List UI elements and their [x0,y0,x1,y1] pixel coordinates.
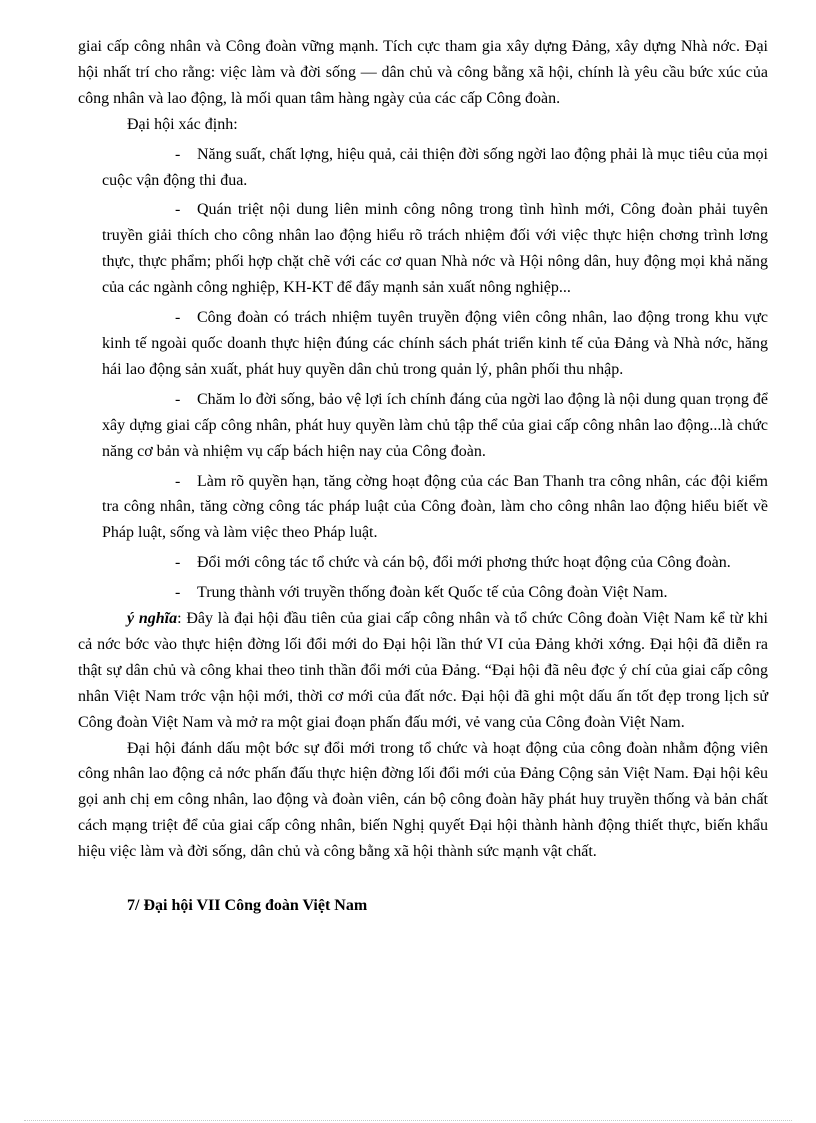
determination-list [78,142,768,606]
closing-paragraph: Đại hội đánh dấu một bớc sự đổi mới trong tổ chức và hoạt động của công đoàn nhằm động viên công nhân lao động cả nớc phấn đấu thực hiện đờng lối đổi mới của Đảng Cộng sản Việt Nam. Đại hội kêu gọi anh chị em công nhân, lao động và đoàn viên, cán bộ công đoàn hãy phát huy truyền thống và bản chất cách mạng triệt để của giai cấp công nhân, biến Nghị quyết Đại hội thành hành động thiết thực, biến khẩu hiệu việc làm và đời sống, dân chủ và công bằng xã hội thành sức mạnh vật chất. [78,739,768,861]
list-item [78,142,768,194]
list-item [78,387,768,465]
significance-paragraph [78,606,768,736]
list-item-text: Năng suất, chất lợng, hiệu quả, cải thiện đời sống ngời lao động phải là mục tiêu của mọi cuộc vận động thi đua. [102,145,768,189]
bullet-dash: - [175,584,181,602]
bullet-dash: - [175,472,181,490]
list-item [78,469,768,547]
significance-text: : Đây là đại hội đầu tiên của giai cấp công nhân và tổ chức Công đoàn Việt Nam kể từ khi cả nớc bớc vào thực hiện đờng lối đổi mới do Đại hội lần thứ VI của Đảng khởi xớng. Đại hội đã diễn ra thật sự dân chủ và công khai theo tinh thần đổi mới của Đảng. “Đại hội đã nêu đợc ý chí của giai cấp công nhân Việt Nam trớc vận hội mới, thời cơ mới của đất nớc. Đại hội đã ghi một dấu ấn tốt đẹp trong lịch sử Công đoàn Việt Nam và mở ra một giai đoạn phấn đấu mới, vẻ vang của Công đoàn Việt Nam. [78,610,769,731]
significance-label: ý nghĩa [127,610,178,628]
list-item [78,550,768,576]
list-item-text: Chăm lo đời sống, bảo vệ lợi ích chính đáng của ngời lao động là nội dung quan trọng để xây dựng giai cấp công nhân, phát huy quyền làm chủ tập thể của giai cấp công nhân lao động...là chức năng cơ bản và nhiệm vụ cấp bách hiện nay của Công đoàn. [102,390,768,460]
document-page [78,34,768,919]
list-item [78,305,768,383]
list-item-text: Làm rõ quyền hạn, tăng cờng hoạt động của các Ban Thanh tra công nhân, các đội kiểm tra công nhân, tăng cờng công tác pháp luật của Công đoàn, làm cho công nhân lao động hiểu biết về Pháp luật, sống và làm việc theo Pháp luật. [102,472,768,542]
list-item-text: Đổi mới công tác tổ chức và cán bộ, đổi mới phơng thức hoạt động của Công đoàn. [197,554,731,572]
list-item-text: Trung thành với truyền thống đoàn kết Quốc tế của Công đoàn Việt Nam. [197,584,668,602]
list-item-text: Quán triệt nội dung liên minh công nông trong tình hình mới, Công đoàn phải tuyên truyền giải thích cho công nhân lao động hiểu rõ trách nhiệm đối với việc thực hiện chơng trình lơng thực, thực phẩm; phối hợp chặt chẽ với các cơ quan Nhà nớc và Hội nông dân, huy động mọi khả năng của các ngành công nghiệp, KH-KT để đẩy mạnh sản xuất nông nghiệp... [102,201,768,297]
list-item-text: Công đoàn có trách nhiệm tuyên truyền động viên công nhân, lao động trong khu vực kinh tế ngoài quốc doanh thực hiện đúng các chính sách phát triển kinh tế của Đảng và Nhà nớc, hăng hái lao động sản xuất, phát huy quyền dân chủ trong quản lý, phân phối thu nhập. [102,309,768,378]
list-item [78,580,768,606]
section-heading: 7/ Đại hội VII Công đoàn Việt Nam [127,897,368,915]
determination-intro: Đại hội xác định: [127,115,238,133]
page-bottom-divider [24,1120,792,1121]
intro-paragraph: giai cấp công nhân và Công đoàn vững mạnh. Tích cực tham gia xây dựng Đảng, xây dựng Nhà nớc. Đại hội nhất trí cho rằng: việc làm và đời sống — dân chủ và công bằng xã hội, chính là yêu cầu bức xúc của công nhân và lao động, là mối quan tâm hàng ngày của các cấp Công đoàn. [78,38,768,107]
bullet-dash: - [175,309,181,327]
bullet-dash: - [175,201,181,219]
list-item [78,197,768,301]
bullet-dash: - [175,554,181,572]
bullet-dash: - [175,390,181,408]
bullet-dash: - [175,145,181,163]
